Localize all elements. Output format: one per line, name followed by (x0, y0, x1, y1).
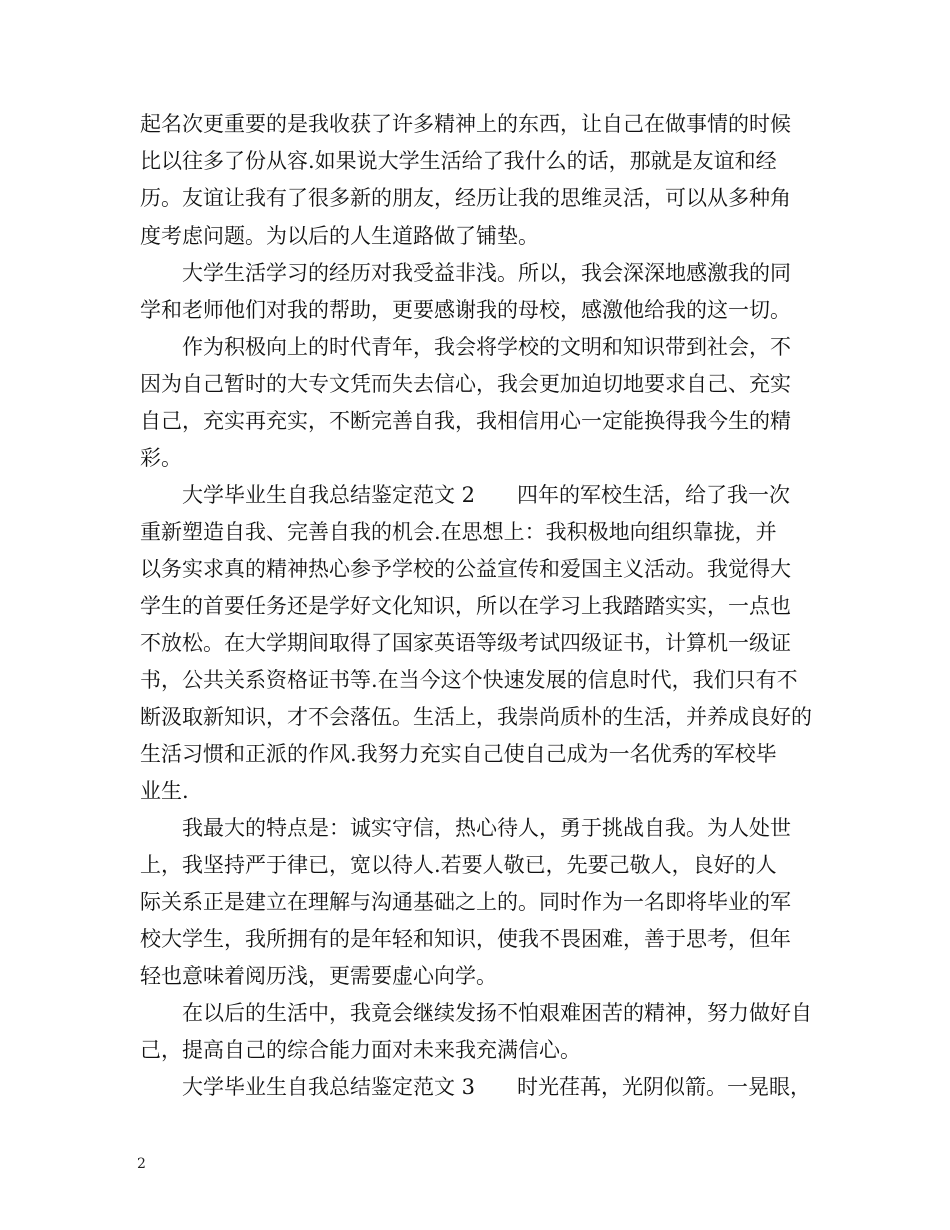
text-line: 以务实求真的精神热心参予学校的公益宣传和爱国主义活动。我觉得大 (140, 557, 791, 581)
paragraph-start-line: 作为积极向上的时代青年，我会将学校的文明和知识带到社会，不 (182, 335, 791, 359)
text-line: 历。友谊让我有了很多新的朋友，经历让我的思维灵活，可以从多种角 (140, 186, 791, 210)
text-line: 断汲取新知识，才不会落伍。生活上，我崇尚质朴的生活，并养成良好的 (140, 705, 812, 729)
text-line: 彩。 (140, 446, 182, 470)
paragraph-start-line: 在以后的生活中，我竟会继续发扬不怕艰难困苦的精神，努力做好自 (182, 1001, 812, 1025)
text-line: 学生的首要任务还是学好文化知识，所以在学习上我踏踏实实，一点也 (140, 594, 791, 618)
text-line: 己，提高自己的综合能力面对未来我充满信心。 (140, 1038, 581, 1062)
text-line: 轻也意味着阅历浅，更需要虚心向学。 (140, 964, 497, 988)
text-line: 业生. (140, 779, 189, 803)
section-heading-line: 大学毕业生自我总结鉴定范文 2 四年的军校生活，给了我一次 (182, 483, 791, 507)
text-line: 因为自己暂时的大专文凭而失去信心，我会更加迫切地要求自己、充实 (140, 372, 791, 396)
paragraph-start-line: 我最大的特点是：诚实守信，热心待人，勇于挑战自我。为人处世 (182, 816, 791, 840)
text-line: 不放松。在大学期间取得了国家英语等级考试四级证书，计算机一级证 (140, 631, 791, 655)
text-line: 自己，充实再充实，不断完善自我，我相信用心一定能换得我今生的精 (140, 409, 791, 433)
text-line: 书，公共关系资格证书等.在当今这个快速发展的信息时代，我们只有不 (140, 668, 798, 692)
page-number: 2 (137, 1156, 146, 1172)
paragraph-start-line: 大学生活学习的经历对我受益非浅。所以，我会深深地感激我的同 (182, 261, 791, 285)
text-line: 比以往多了份从容.如果说大学生活给了我什么的话，那就是友谊和经 (140, 149, 777, 173)
text-line: 起名次更重要的是我收获了许多精神上的东西，让自己在做事情的时候 (140, 112, 791, 136)
text-line: 生活习惯和正派的作风.我努力充实自己使自己成为一名优秀的军校毕 (140, 742, 777, 766)
text-line: 上，我坚持严于律已，宽以待人.若要人敬已，先要己敬人，良好的人 (140, 853, 777, 877)
text-line: 际关系正是建立在理解与沟通基础之上的。同时作为一名即将毕业的军 (140, 890, 791, 914)
text-line: 度考虑问题。为以后的人生道路做了铺垫。 (140, 224, 539, 248)
section-heading-line: 大学毕业生自我总结鉴定范文 3 时光荏苒，光阴似箭。一晃眼， (182, 1075, 812, 1099)
text-line: 学和老师他们对我的帮助，更要感谢我的母校，感激他给我的这一切。 (140, 298, 791, 322)
text-line: 重新塑造自我、完善自我的机会.在思想上：我积极地向组织靠拢，并 (140, 520, 777, 544)
text-line: 校大学生，我所拥有的是年轻和知识，使我不畏困难，善于思考，但年 (140, 927, 791, 951)
